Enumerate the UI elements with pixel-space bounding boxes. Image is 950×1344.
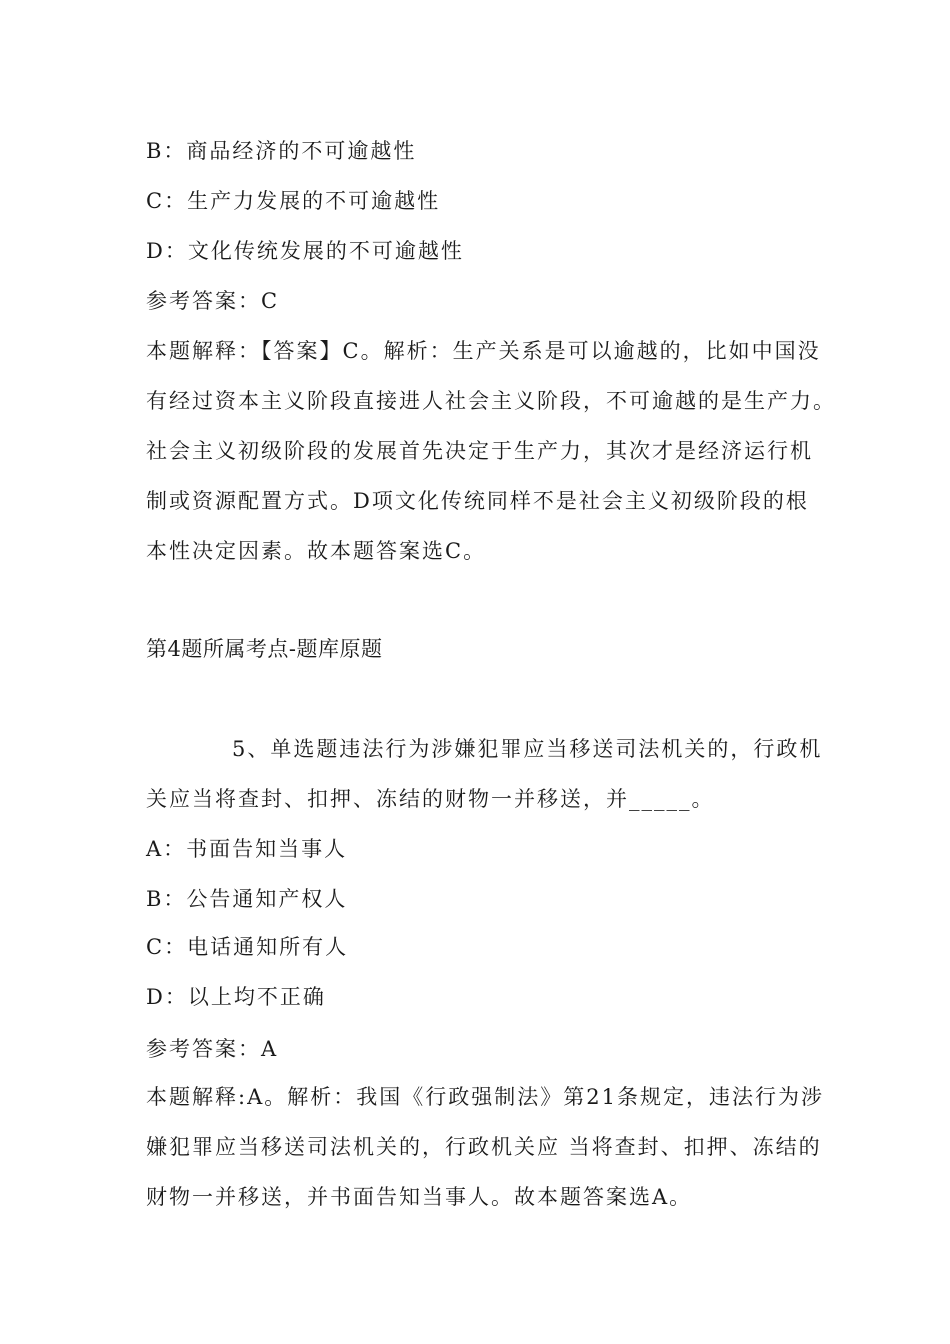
q4-explanation-line: 有经过资本主义阶段直接进人社会主义阶段，不可逾越的是生产力。 <box>146 389 836 413</box>
q4-explanation-line: 本性决定因素。故本题答案选C。 <box>146 539 487 563</box>
q4-option-b: B：商品经济的不可逾越性 <box>146 139 417 163</box>
q5-explanation-line: 嫌犯罪应当移送司法机关的，行政机关应 当将查封、扣押、冻结的 <box>146 1135 822 1159</box>
q4-explanation-line: 本题解释：【答案】C。解析：生产关系是可以逾越的，比如中国没 <box>146 339 821 363</box>
q4-explanation-line: 制或资源配置方式。D项文化传统同样不是社会主义初级阶段的根 <box>146 489 809 513</box>
q5-option-c: C：电话通知所有人 <box>146 935 349 959</box>
q5-option-d: D：以上均不正确 <box>146 985 326 1009</box>
q5-option-a: A：书面告知当事人 <box>146 837 348 861</box>
q5-answer: 参考答案：A <box>146 1037 279 1061</box>
q4-option-c: C：生产力发展的不可逾越性 <box>146 189 441 213</box>
q5-option-b: B：公告通知产权人 <box>146 887 348 911</box>
q5-question-line: 5、单选题违法行为涉嫌犯罪应当移送司法机关的，行政机 <box>232 737 823 761</box>
q4-topic-heading: 第4题所属考点-题库原题 <box>146 637 383 661</box>
q4-explanation-line: 社会主义初级阶段的发展首先决定于生产力，其次才是经济运行机 <box>146 439 813 463</box>
q5-explanation-line: 本题解释:A。解析：我国《行政强制法》第21条规定，违法行为涉 <box>146 1085 824 1109</box>
q5-explanation-line: 财物一并移送，并书面告知当事人。故本题答案选A。 <box>146 1185 693 1209</box>
q4-option-d: D：文化传统发展的不可逾越性 <box>146 239 464 263</box>
q5-question-line: 关应当将查封、扣押、冻结的财物一并移送，并_____。 <box>146 787 715 811</box>
q4-answer: 参考答案：C <box>146 289 280 313</box>
